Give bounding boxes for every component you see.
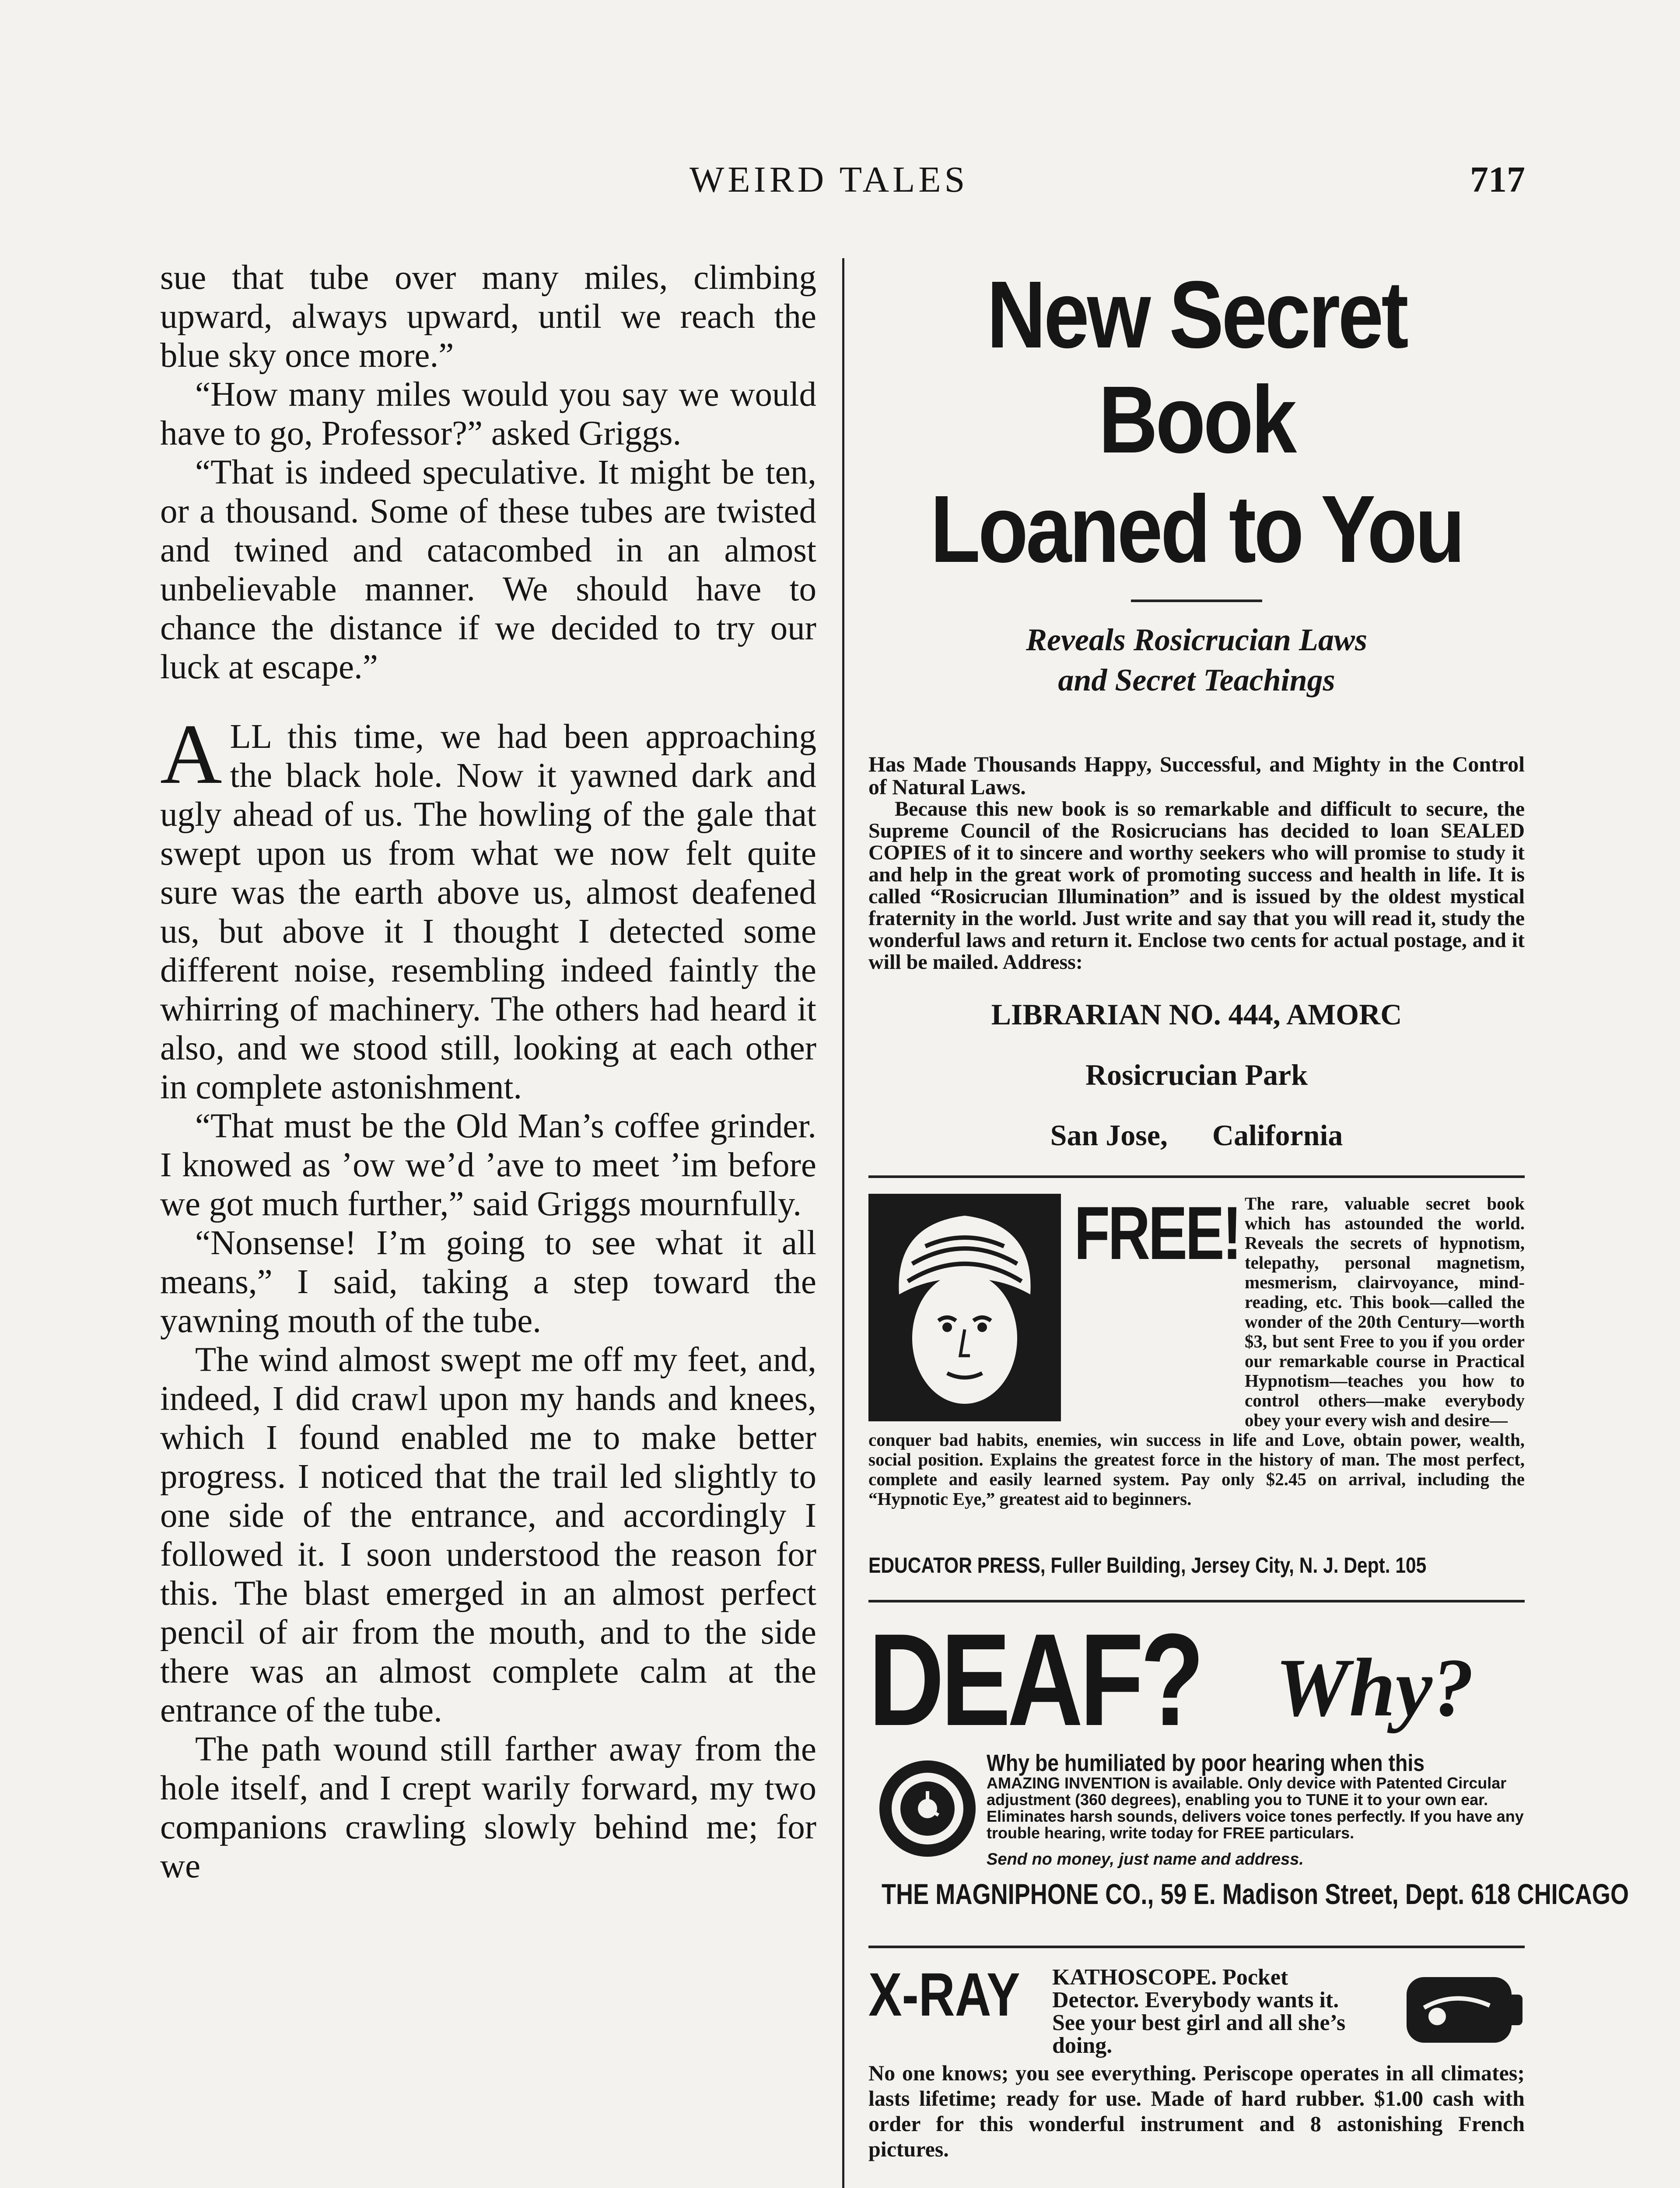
story-paragraph: The path wound still farther away from the hole itself, and I crept warily forward, my two companions crawling slowly behind me; for we	[160, 1730, 816, 1885]
story-paragraph: The wind almost swept me off my feet, and, indeed, I did crawl upon my hands and knees, which I found enabled me to make better progress. I noticed that the trail led slightly to one side of the entrance, and accordingly I followed it. I soon understood the reason for this. The blast emerged in an almost perfect pencil of air from the mouth, and to the side there was an almost complete calm at the entrance of the tube.	[160, 1341, 816, 1729]
deaf-headline: DEAF?	[868, 1606, 1201, 1753]
column-divider	[842, 258, 844, 2188]
story-paragraph-text: LL this time, we had been approaching the black hole. Now it yawned dark and ugly ahead of us. The howling of the gale that swept upon us from what we now felt quite sure was the earth above us, almost deafened us, but above it I thought I detected some different noise, resembling indeed faintly the whirring of machinery. The others had heard it also, and we stood still, looking at each other in complete astonishment.	[160, 718, 816, 1106]
ad-separator	[868, 1175, 1525, 1178]
ads-column	[868, 258, 1629, 2188]
ad-address-line: LIBRARIAN NO. 444, AMORC	[991, 998, 1402, 1031]
story-paragraph: “Nonsense! I’m going to see what it all means,” I said, taking a step toward the yawning mouth of the tube.	[160, 1224, 816, 1340]
ad-body: No one knows; you see everything. Periscope operates in all climates; lasts lifetime; ready for use. Made of hard rubber. $1.00 cash with order for this wonderful instrument and 8 astonishing French pictures.	[868, 2061, 1525, 2161]
page-header	[160, 158, 1525, 207]
free-headline: FREE!	[1074, 1191, 1240, 1275]
ad-body: AMAZING INVENTION is available. Only device with Patented Circular adjustment (360 degrees), enabling you to TUNE it to your own ear. Eliminates harsh sounds, delivers voice tones perfectly. If you have any trouble hearing, write today for FREE particulars.	[987, 1774, 1524, 1842]
magazine-title: WEIRD TALES	[690, 159, 969, 200]
ad-address-line: San Jose, California	[1050, 1119, 1343, 1152]
story-paragraph: sue that tube over many miles, climbing upward, always upward, until we reach the blue sky once more.”	[160, 259, 816, 375]
ad-footer: EDUCATOR PRESS, Fuller Building, Jersey City, N. J. Dept. 105	[868, 1553, 1427, 1578]
periscope-device-icon	[1402, 1964, 1525, 2056]
ad-head: KATHOSCOPE. Pocket Detector. Everybody wants it. See your best girl and all she’s doing.	[1052, 1965, 1346, 2058]
turban-man-icon	[868, 1194, 1061, 1421]
ad-line: Send no money, just name and address.	[987, 1850, 1304, 1869]
educator-ad	[868, 1191, 1525, 1579]
ad-lead: Has Made Thousands Happy, Successful, and Mighty in the Control of Natural Laws.	[868, 752, 1525, 799]
ad-body: The rare, valuable secret book which has astounded the world. Reveals the secrets of hypnotism, telepathy, personal magnetism, mesmerism, clairvoyance, mind-reading, etc. This book—called the wonder of the 20th Century—worth $3, but sent Free to you if you order our remarkable course in Practical Hypnotism—teaches you how to control others—make everybody obey your every wish and desire—	[1245, 1193, 1525, 1430]
xray-headline: X-RAY	[868, 1960, 1020, 2029]
ad-address-line: Rosicrucian Park	[1085, 1058, 1308, 1091]
ad-line: Why be humiliated by poor hearing when this	[987, 1750, 1425, 1776]
ad-headline: New Secret Book	[987, 262, 1407, 473]
headline-rule	[1131, 600, 1262, 602]
ad-headline: Loaned to You	[930, 476, 1463, 582]
page-number: 717	[1470, 159, 1525, 200]
drop-cap: A	[160, 707, 222, 802]
story-paragraph: “That is indeed speculative. It might be ten, or a thousand. Some of these tubes are twisted and twined and catacombed in an almost unbelievable manner. We should have to chance the distance if we decided to try our luck at escape.”	[160, 453, 816, 686]
ad-separator	[868, 1600, 1525, 1602]
story-paragraph-section	[160, 707, 816, 1107]
kathos-ad	[868, 1960, 1525, 2188]
ad-footer: THE MAGNIPHONE CO., 59 E. Madison Street, Dept. 618 CHICAGO	[882, 1878, 1629, 1910]
story-paragraph: “That must be the Old Man’s coffee grinder. I knowed as ’ow we’d ’ave to meet ’im before we got much further,” said Griggs mournfully.	[160, 1107, 816, 1223]
ad-body: Because this new book is so remarkable and difficult to secure, the Supreme Council of the Rosicrucians has decided to loan SEALED COPIES of it to sincere and worthy seekers who will promise to study it and help in the great work of promoting success and health in life. It is called “Rosicrucian Illumination” and is issued by the oldest mystical fraternity in the world. Just write and say that you will read it, study the wonderful laws and return it. Enclose two cents for actual postage, and it will be mailed. Address:	[868, 797, 1525, 974]
rosicrucian-ad	[868, 263, 1525, 1154]
ad-separator	[868, 1946, 1525, 1948]
ad-subheadline: Reveals Rosicrucian Laws	[1026, 622, 1367, 657]
story-column	[160, 258, 816, 1886]
ad-body: conquer bad habits, enemies, win success in life and Love, obtain power, wealth, social position. Explains the greatest force in the history of man. The most perfect, complete and easily learned system. Pay only $2.45 on arrival, including the “Hypnotic Eye,” greatest aid to beginners.	[868, 1430, 1525, 1509]
story-paragraph: “How many miles would you say we would have to go, Professor?” asked Griggs.	[160, 375, 816, 452]
ad-subheadline: and Secret Teachings	[1058, 663, 1335, 698]
why-headline: Why?	[1275, 1642, 1474, 1734]
hearing-device-icon	[868, 1750, 987, 1868]
magniphone-ad	[868, 1606, 1629, 1925]
